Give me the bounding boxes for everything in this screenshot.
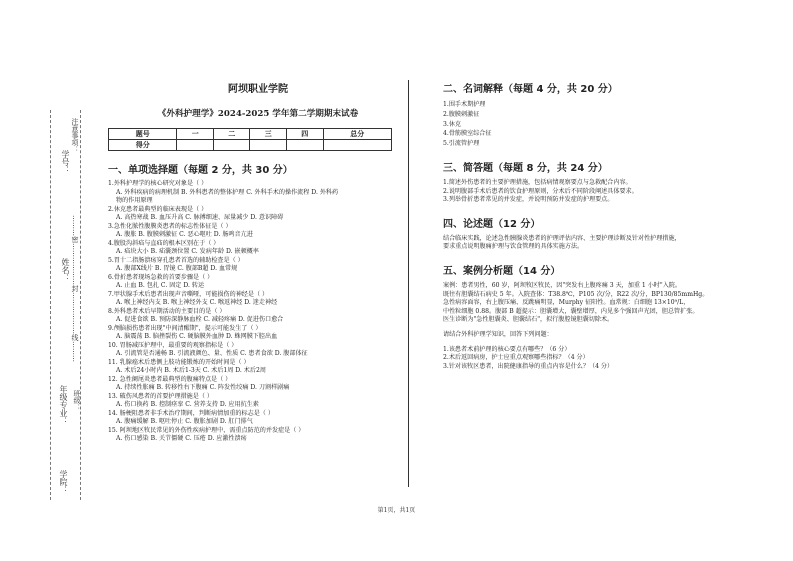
paragraph-line: 医生诊断为"急性胆囊炎、胆囊结石"，拟行腹腔镜胆囊切除术。 xyxy=(443,316,614,324)
question-text: 8.外科患者术后早期活动的主要目的是（ ） xyxy=(108,307,226,315)
list-item: 2.腹膜刺激征 xyxy=(443,110,480,118)
question-options: A. 腹部X线片 B. 胃镜 C. 腹部B超 D. 血常规 xyxy=(116,265,238,272)
section-heading: 五、案例分析题（14 分） xyxy=(443,265,561,277)
list-item: 1.简述外伤患者的主要护理措施，包括病情观察要点与急救配合内容。 xyxy=(443,178,632,186)
question-text: 6.骨折患者现场急救的首要步骤是（ ） xyxy=(108,273,214,281)
seal-line-outer xyxy=(80,110,81,500)
section-heading: 三、简答题（每题 8 分，共 24 分） xyxy=(443,162,608,174)
score-cell: 二 xyxy=(213,129,250,140)
section-heading: 二、名词解释（每题 4 分，共 20 分） xyxy=(443,84,618,95)
question-text: 12. 急性阑尾炎患者最典型的腹痛特点是（ ） xyxy=(108,375,232,383)
column-divider xyxy=(408,80,409,487)
list-item: 3.休克 xyxy=(443,120,462,128)
question-text: 7.甲状腺手术后患者出现声音嘶哑，可能损伤的神经是（ ） xyxy=(108,290,269,298)
score-input[interactable] xyxy=(213,140,250,151)
score-input[interactable] xyxy=(250,140,287,151)
case-prompt: 请结合外科护理学知识，回答下列问题： xyxy=(443,330,553,338)
question-text: 15. 阿坝地区牧民常见的外伤性疾病护理中，需重点防范的并发症是（ ） xyxy=(108,426,305,434)
paragraph-line: 中性粒细胞 0.88。腹部 B 超提示：胆囊增大，囊壁增厚，内见多个强回声光团，胆总管扩张。 xyxy=(443,307,699,315)
question-options: A. 持续性胀痛 B. 转移性右下腹痛 C. 阵发性绞痛 D. 刀割样剧痛 xyxy=(116,384,290,391)
section-heading: 一、单项选择题（每题 2 分，共 30 分） xyxy=(108,165,293,176)
question-text: 2.休克患者最典型的临床表现是（ ） xyxy=(108,205,208,213)
right-column xyxy=(443,80,761,371)
score-cell: 得分 xyxy=(109,140,177,151)
question-options: A. 引流管是否通畅 B. 引流液颜色、量、性质 C. 患者食欲 D. 腹部体征 xyxy=(116,350,308,357)
school-name: 阿坝职业学院 xyxy=(228,84,288,95)
question-options: A. 伤口换药 B. 控制痉挛 C. 营养支持 D. 应用抗生素 xyxy=(116,401,259,408)
question-list xyxy=(108,180,408,444)
score-cell: 四 xyxy=(287,129,324,140)
list-item: 2.术后返回病房，护士应重点观察哪些指标？（4 分） xyxy=(443,354,589,362)
name-label: 姓名： xyxy=(61,258,70,282)
list-item: 2.说明腹部手术后患者的饮食护理原则，分术后不同阶段阐述具体要求。 xyxy=(443,187,638,195)
question-options: A. 止血 B. 包扎 C. 固定 D. 转运 xyxy=(116,282,205,289)
question-options: A. 腹胀 B. 腹膜刺激征 C. 恶心呕吐 D. 肠鸣音亢进 xyxy=(116,231,253,238)
left-column xyxy=(108,80,408,444)
question-options: A. 伤口感染 B. 关节僵硬 C. 压疮 D. 应激性溃疡 xyxy=(116,435,247,442)
score-input[interactable] xyxy=(287,140,324,151)
question-text: 10. 胃肠减压护理中，最重要的观察指标是（ ） xyxy=(108,341,238,349)
paragraph-line: 案例：患者男性，60 岁，阿坝牧区牧民，因"突发右上腹疼痛 3 天，加重 1 小时"入院。 xyxy=(443,281,681,289)
score-cell: 三 xyxy=(250,129,287,140)
question-options: A. 促进食欲 B. 预防深静脉血栓 C. 减轻疼痛 D. 促进伤口愈合 xyxy=(116,316,284,323)
question-options: A. 疝块大小 B. 疝囊颈位置 C. 发病年龄 D. 嵌顿概率 xyxy=(116,248,259,255)
question-text: 4.腹股沟斜疝与直疝的根本区别在于（ ） xyxy=(108,239,220,247)
paragraph-line: 既往有胆囊结石病史 5 年。入院查体：T38.8℃，P105 次/分，R22 次/分，BP130/85mmHg。 xyxy=(443,290,709,298)
question-options: A. 腹痛缓解 B. 呕吐停止 C. 腹胀加剧 D. 肛门排气 xyxy=(116,418,253,425)
section-heading: 四、论述题（12 分） xyxy=(443,218,541,230)
seal-line-text: ………密………………封………………线……… xyxy=(71,215,79,362)
list-item: 1.该患者术前护理的核心要点有哪些？（6 分） xyxy=(443,345,571,353)
term-list xyxy=(443,100,761,149)
student-id-label: 学号： xyxy=(61,150,70,174)
question-options: 物的作用原理 xyxy=(116,197,153,204)
score-cell: 总分 xyxy=(323,129,391,140)
question-options: A. 术后24小时内 B. 术后1-3天 C. 术后1周 D. 术后2周 xyxy=(116,367,266,374)
score-input[interactable] xyxy=(323,140,391,151)
question-options: A. 喉上神经内支 B. 喉上神经外支 C. 喉返神经 D. 迷走神经 xyxy=(116,299,278,306)
question-text: 3.急性化脓性腹膜炎患者的标志性体征是（ ） xyxy=(108,222,232,230)
question-text: 14. 肠梗阻患者非手术治疗期间，判断病情加重的标志是（ ） xyxy=(108,409,274,417)
question-text: 5.胃十二指肠溃疡穿孔患者首选的辅助检查是（ ） xyxy=(108,256,244,264)
score-cell: 题号 xyxy=(109,129,177,140)
list-item: 1.围手术期护理 xyxy=(443,101,486,108)
paragraph-line: 要求重点说明腹痛护理与饮食管理的具体实施方法。 xyxy=(443,243,584,251)
question-text: 1.外科护理学的核心研究对象是（ ） xyxy=(108,180,208,187)
exam-title: 《外科护理学》2024-2025 学年第二学期期末试卷 xyxy=(157,109,359,119)
question-options: A. 脑震荡 B. 脑挫裂伤 C. 硬脑膜外血肿 D. 蛛网膜下腔出血 xyxy=(116,333,278,340)
score-cell: 一 xyxy=(177,129,214,140)
seal-line-inner xyxy=(50,110,51,500)
notice-text-visible: 注意事项： xyxy=(71,118,79,153)
list-item: 3.针对该牧区患者，出院健康指导的重点内容是什么？（4 分） xyxy=(443,362,614,370)
question-text: 13. 破伤风患者的首要护理措施是（ ） xyxy=(108,392,213,400)
page-footer: 第1页，共1页 xyxy=(377,507,416,514)
question-options: A. 高热寒战 B. 血压升高 C. 脉搏细速、尿量减少 D. 意识障碍 xyxy=(116,214,284,221)
question-options: A. 外科疾病的病理机制 B. 外科患者的整体护理 C. 外科手术的操作流程 D. 外科药 xyxy=(116,188,339,196)
paragraph-line: 急性病容面容，右上腹压痛、反跳痛明显，Murphy 征阳性。血常规：白细胞 13×10⁹/L， xyxy=(443,299,690,307)
binding-margin xyxy=(0,0,90,561)
score-input[interactable] xyxy=(177,140,214,151)
list-item: 4.骨筋膜室综合征 xyxy=(443,130,492,138)
list-item: 5.引流管护理 xyxy=(443,140,480,148)
paragraph-line: 结合临床实践，论述急性胰腺炎患者的护理评估内容、主要护理诊断及针对性护理措施， xyxy=(443,234,681,242)
score-table xyxy=(108,128,392,151)
list-item: 3.列举骨折患者常见的并发症，并说明预防并发症的护理要点。 xyxy=(443,196,614,204)
question-text: 11. 乳腺癌术后患侧上肢功能锻炼的开始时间是（ ） xyxy=(108,358,250,366)
class-label: 班级： xyxy=(73,390,81,411)
school-label: 学院： xyxy=(59,470,68,494)
question-text: 9.颅脑损伤患者出现"中间清醒期"，提示可能发生了（ ） xyxy=(108,324,262,332)
major-label: 年级专业： xyxy=(59,385,68,425)
